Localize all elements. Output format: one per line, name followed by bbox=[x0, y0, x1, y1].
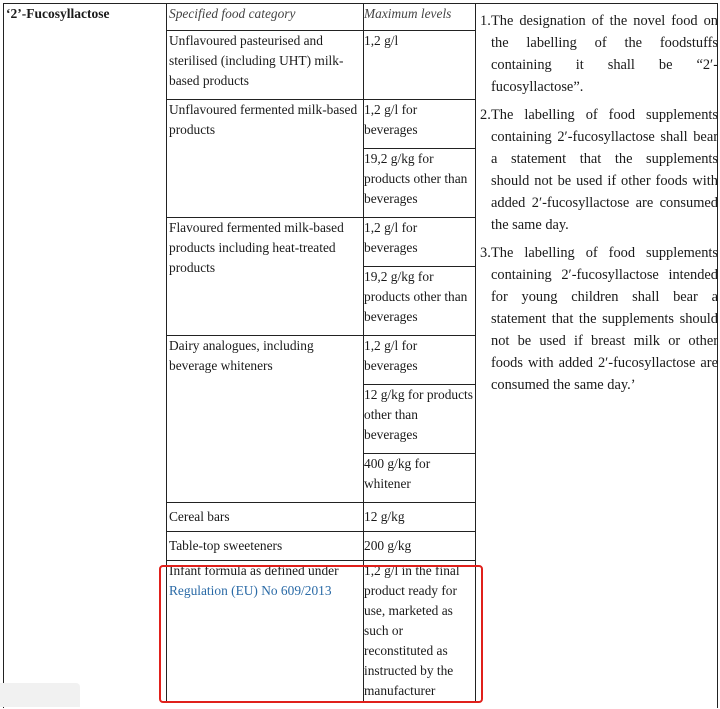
table-row bbox=[167, 503, 476, 532]
level-cell: 12 g/kg bbox=[364, 503, 476, 532]
highlight-box bbox=[159, 565, 483, 703]
condition-text: The labelling of food supplements containing 2′-fucosyllactose shall bear a statement that the supplements should not be used if other foods with added 2′-fucosyllactose are consumed the same day. bbox=[491, 107, 718, 233]
category-cell: Flavoured fermented milk-based products including heat-treated products bbox=[167, 218, 364, 336]
category-cell: Cereal bars bbox=[167, 503, 364, 532]
level-cell: 1,2 g/l for beverages bbox=[364, 336, 476, 385]
level-cell: 1,2 g/l bbox=[364, 31, 476, 100]
table-header-row bbox=[167, 4, 476, 31]
condition-item bbox=[480, 104, 718, 236]
conditions-list bbox=[480, 10, 718, 402]
table-row bbox=[167, 532, 476, 561]
table-row bbox=[167, 100, 476, 149]
category-cell: Table-top sweeteners bbox=[167, 532, 364, 561]
table-row bbox=[167, 218, 476, 267]
condition-number: 2. bbox=[480, 107, 491, 123]
category-text: Infant formula as defined under bbox=[169, 563, 339, 578]
condition-number: 3. bbox=[480, 245, 491, 261]
novel-food-name: ‘2’-Fucosyllactose bbox=[6, 6, 110, 21]
level-cell: 200 g/kg bbox=[364, 532, 476, 561]
scroll-indicator[interactable] bbox=[0, 683, 80, 707]
level-cell: 19,2 g/kg for products other than beverages bbox=[364, 267, 476, 336]
level-cell: 19,2 g/kg for products other than beverages bbox=[364, 149, 476, 218]
category-cell: Dairy analogues, including beverage whiteners bbox=[167, 336, 364, 503]
header-levels: Maximum levels bbox=[364, 6, 452, 21]
table-row bbox=[167, 336, 476, 385]
level-cell: 1,2 g/l in the final product ready for use, marketed as such or reconstituted as instructed by the manufacturer bbox=[364, 561, 476, 702]
regulation-link[interactable]: Regulation (EU) No 609/2013 bbox=[169, 583, 332, 598]
level-cell: 1,2 g/l for beverages bbox=[364, 218, 476, 267]
level-cell: 400 g/kg for whitener bbox=[364, 454, 476, 503]
level-cell: 12 g/kg for products other than beverages bbox=[364, 385, 476, 454]
condition-item bbox=[480, 10, 718, 98]
category-cell: Unflavoured fermented milk-based products bbox=[167, 100, 364, 218]
table-row bbox=[167, 31, 476, 100]
condition-number: 1. bbox=[480, 13, 491, 29]
category-cell: Unflavoured pasteurised and sterilised (including UHT) milk-based products bbox=[167, 31, 364, 100]
header-category: Specified food category bbox=[169, 6, 296, 21]
condition-text: The designation of the novel food on the labelling of the foodstuffs containing it shall be “2′-fucosyllactose”. bbox=[491, 13, 718, 95]
condition-item bbox=[480, 242, 718, 396]
condition-text: The labelling of food supplements containing 2′-fucosyllactose intended for young children shall bear a statement that the supplements should not be used if breast milk or other foods with added 2′-fucosyllactose are consumed the same day.’ bbox=[491, 245, 718, 393]
level-cell: 1,2 g/l for beverages bbox=[364, 100, 476, 149]
